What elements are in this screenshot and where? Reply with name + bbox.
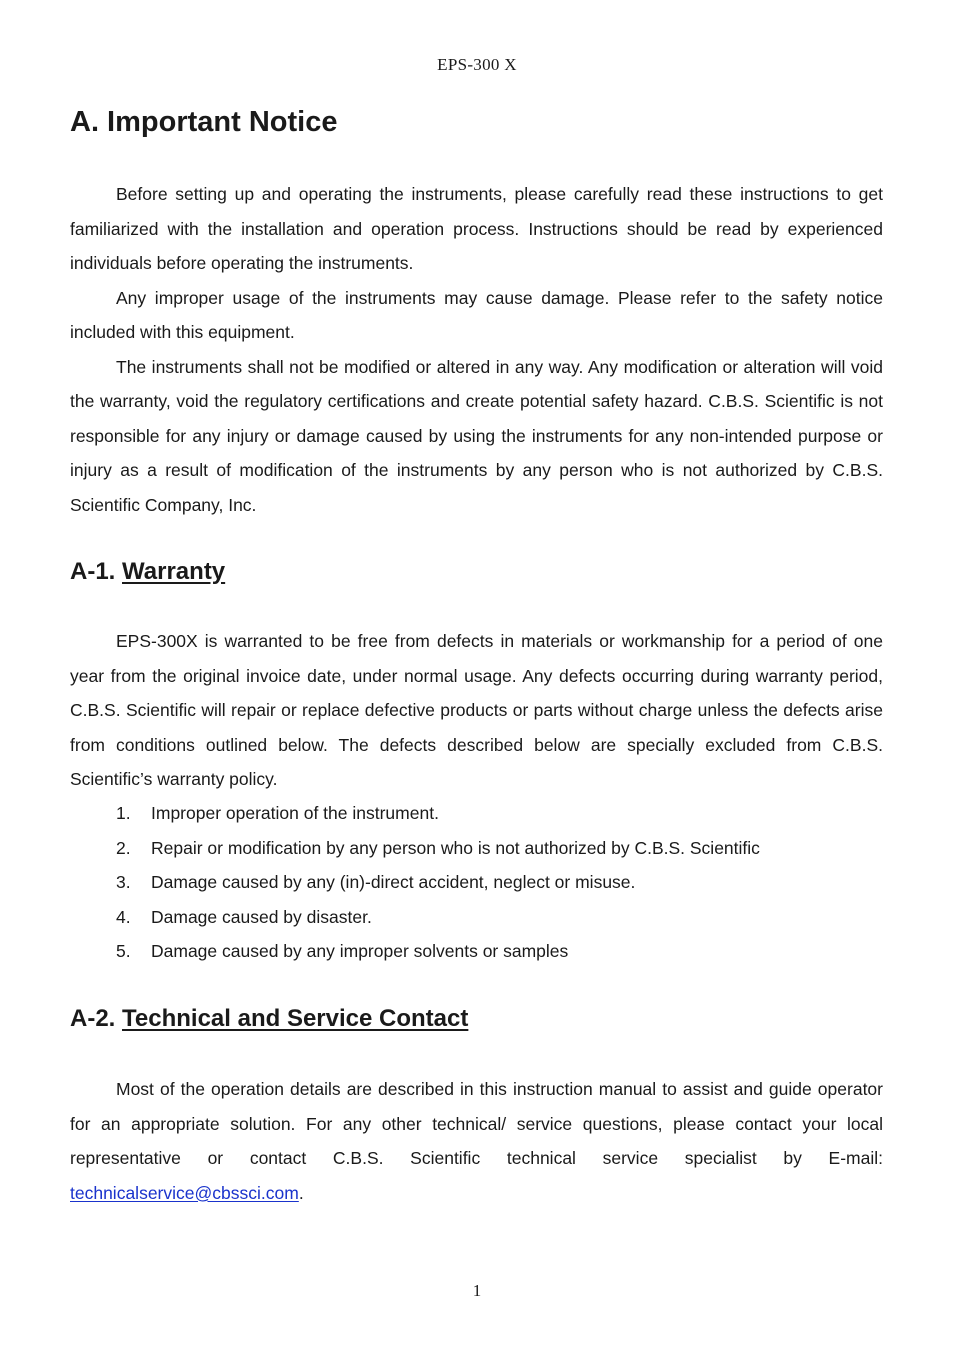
notice-paragraph-3: The instruments shall not be modified or altered in any way. Any modification or alteration will void the warranty, void the regulatory certifications and create potential safety hazard. C.B.S. Scientific is not responsible for any injury or damage caused by using the instruments for any non-intended purpose or injury as a result of modification of the instruments by any person who is not authorized by C.B.S. Scientific Company, Inc.	[70, 356, 883, 515]
list-item-number: 3.	[116, 872, 131, 892]
section-a1-title: Warranty	[122, 558, 226, 585]
contact-paragraph	[70, 1072, 883, 1210]
list-item-text: Repair or modification by any person who is not authorized by C.B.S. Scientific	[151, 837, 760, 858]
list-item-number: 1.	[116, 803, 131, 823]
list-item	[116, 796, 760, 831]
list-item	[116, 900, 760, 935]
section-a1-body	[70, 624, 883, 797]
list-item	[116, 865, 760, 900]
list-item-text: Damage caused by disaster.	[151, 906, 372, 927]
list-item-number: 5.	[116, 941, 131, 961]
list-item-text: Damage caused by any improper solvents or samples	[151, 941, 569, 961]
notice-paragraph-2: Any improper usage of the instruments may cause damage. Please refer to the safety notice included with this equipment.	[70, 287, 883, 342]
list-item-text: Improper operation of the instrument.	[151, 803, 439, 823]
section-a-body	[70, 177, 883, 522]
contact-text: Most of the operation details are described in this instruction manual to assist and guide operator for an appropriate solution. For any other technical/ service questions, please contact your local representative or contact C.B.S. Scientific technical service specialist by E-mail:	[70, 1079, 883, 1168]
section-a2-title: Technical and Service Contact	[122, 1005, 469, 1032]
section-a-title: A. Important Notice	[70, 106, 338, 138]
section-a1-number: A-1.	[70, 558, 116, 585]
warranty-exclusions-list	[116, 796, 760, 969]
section-a2-heading	[70, 1005, 468, 1033]
email-link[interactable]: technicalservice@cbssci.com	[70, 1182, 299, 1203]
list-item-number: 4.	[116, 906, 131, 927]
page-number: 1	[472, 1281, 482, 1300]
email-suffix: .	[298, 1182, 304, 1203]
list-item-number: 2.	[116, 837, 131, 858]
running-header: EPS-300 X	[437, 55, 517, 74]
list-item	[116, 831, 760, 866]
notice-paragraph-1: Before setting up and operating the instruments, please carefully read these instructions to get familiarized with the installation and operation process. Instructions should be read by experienced individuals before operating the instruments.	[70, 184, 883, 273]
warranty-paragraph: EPS-300X is warranted to be free from defects in materials or workmanship for a period of one year from the original invoice date, under normal usage. Any defects occurring during warranty period, C.B.S. Scientific will repair or replace defective products or parts without charge unless the defects arise from conditions outlined below. The defects described below are specially excluded from C.B.S. Scientific’s warranty policy.	[70, 631, 883, 789]
section-a2-number: A-2.	[70, 1005, 116, 1032]
section-a2-body	[70, 1072, 883, 1210]
list-item-text: Damage caused by any (in)-direct accident, neglect or misuse.	[151, 872, 636, 892]
list-item	[116, 934, 760, 969]
section-a1-heading	[70, 558, 225, 586]
